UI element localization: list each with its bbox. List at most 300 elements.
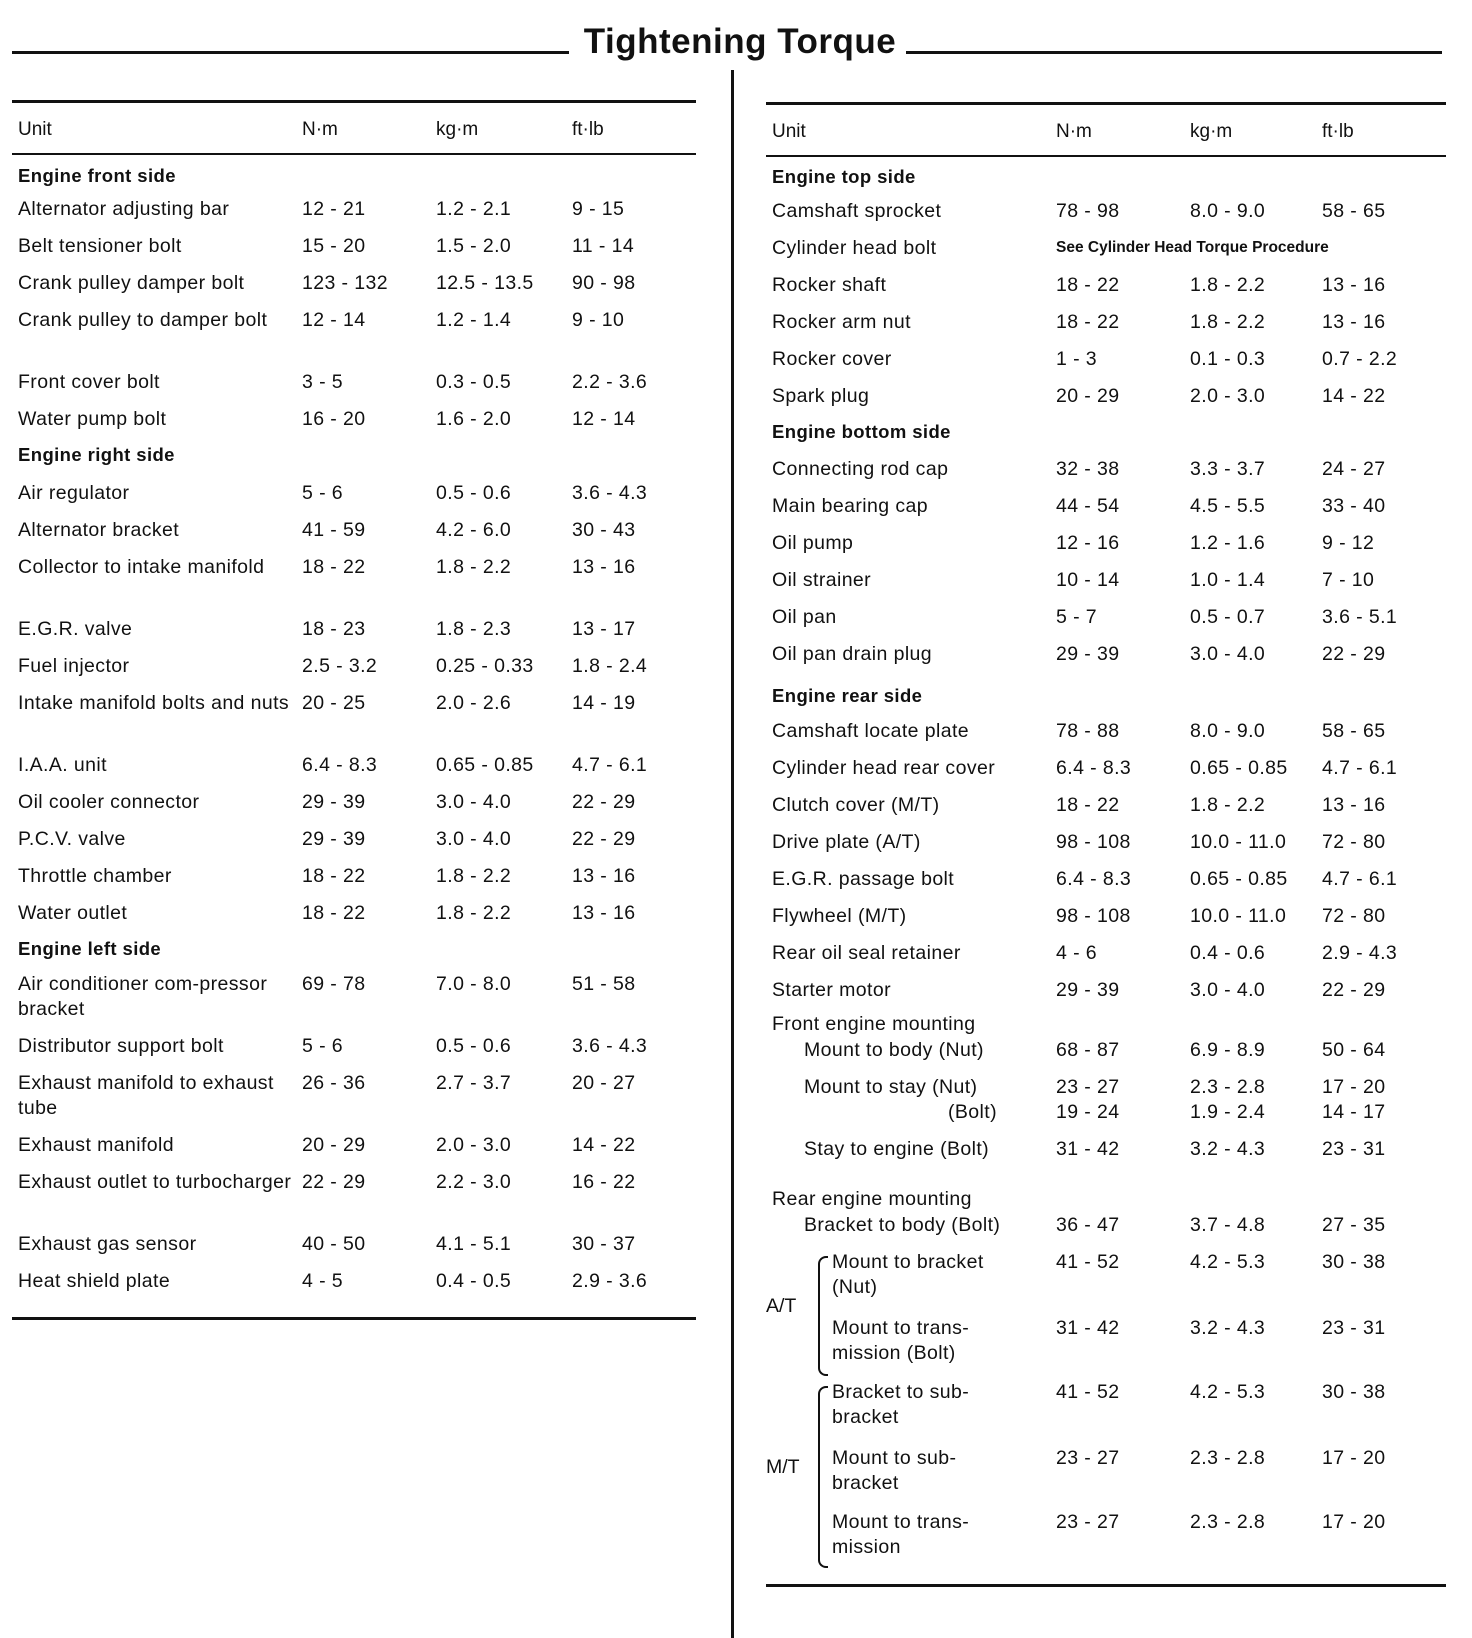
section-row	[12, 933, 696, 969]
section-label: Engine top side	[772, 166, 916, 187]
group-heading: Rear engine mounting	[772, 1188, 972, 1210]
header-unit: Unit	[772, 121, 806, 142]
kgm-cell: 0.1 - 0.3	[1190, 348, 1266, 370]
kgm-cell: 1.8 - 2.2	[436, 902, 512, 924]
left-table-body	[12, 155, 696, 1317]
table-row	[766, 194, 1446, 231]
nm-cell: 36 - 47	[1056, 1214, 1120, 1236]
nm-cell: 6.4 - 8.3	[302, 754, 378, 776]
table-row	[766, 527, 1446, 564]
table-row	[766, 453, 1446, 490]
kgm-cell: 4.2 - 5.3	[1190, 1251, 1266, 1273]
section-label: Engine rear side	[772, 685, 923, 706]
nm-cell: 23 - 27	[1056, 1076, 1120, 1098]
kgm-cell: 0.25 - 0.33	[436, 655, 534, 677]
ftlb-cell: 1.8 - 2.4	[572, 655, 648, 677]
ftlb-cell: 17 - 20	[1322, 1447, 1386, 1469]
ftlb-cell: 22 - 29	[572, 828, 636, 850]
table-row	[766, 564, 1446, 601]
right-table-body	[766, 157, 1446, 1584]
unit-cell: E.G.R. valve	[18, 618, 133, 640]
nm-cell: 12 - 16	[1056, 532, 1120, 554]
nm-cell: 26 - 36	[302, 1072, 366, 1094]
table-row	[766, 716, 1446, 753]
unit-cell: Exhaust outlet to turbocharger	[18, 1171, 292, 1193]
table-row	[766, 1250, 1446, 1316]
table-row	[766, 601, 1446, 638]
ftlb-cell: 17 - 20	[1322, 1511, 1386, 1533]
kgm-cell: 3.0 - 4.0	[1190, 643, 1266, 665]
table-row	[766, 753, 1446, 790]
kgm-cell: 1.8 - 2.3	[436, 618, 512, 640]
kgm-cell: 2.7 - 3.7	[436, 1072, 512, 1094]
section-row	[12, 439, 696, 476]
header-kgm: kg·m	[1190, 121, 1233, 142]
table-row	[766, 379, 1446, 416]
ftlb-cell: 11 - 14	[572, 235, 635, 257]
nm-cell: 98 - 108	[1056, 905, 1131, 927]
ftlb-cell: 17 - 20	[1322, 1076, 1386, 1098]
nm-cell: 6.4 - 8.3	[1056, 757, 1132, 779]
unit-cell: Stay to engine (Bolt)	[804, 1138, 990, 1160]
unit-cell: Bracket to sub-bracket	[832, 1381, 970, 1428]
section-label: Engine front side	[18, 165, 176, 186]
table-row	[766, 231, 1446, 268]
table-header	[766, 105, 1446, 157]
table-row	[12, 192, 696, 229]
ftlb-cell: 30 - 43	[572, 519, 636, 541]
nm-cell: 31 - 42	[1056, 1317, 1120, 1339]
unit-cell: Mount to trans-mission (Bolt)	[832, 1317, 970, 1364]
nm-cell: 68 - 87	[1056, 1039, 1120, 1061]
ftlb-cell: 33 - 40	[1322, 495, 1386, 517]
table-bottom-rule	[12, 1317, 696, 1320]
table-row	[12, 686, 696, 748]
table-row	[12, 785, 696, 822]
table-row	[12, 822, 696, 859]
nm-cell: 29 - 39	[302, 791, 366, 813]
nm-cell: 78 - 88	[1056, 720, 1120, 742]
ftlb-cell: 13 - 16	[1322, 311, 1386, 333]
nm-cell: 22 - 29	[302, 1171, 366, 1193]
kgm-cell: 3.2 - 4.3	[1190, 1317, 1266, 1339]
nm-cell: 18 - 22	[302, 556, 366, 578]
ftlb-cell: 14 - 19	[572, 692, 636, 714]
kgm-cell: 6.9 - 8.9	[1190, 1039, 1266, 1061]
section-row	[766, 157, 1446, 194]
kgm-cell: 1.8 - 2.2	[1190, 311, 1266, 333]
kgm-cell: 0.5 - 0.6	[436, 1035, 512, 1057]
unit-cell: Rocker arm nut	[772, 311, 911, 333]
unit-cell: Front cover bolt	[18, 371, 160, 393]
table-bottom-rule	[766, 1584, 1446, 1587]
kgm-cell: 8.0 - 9.0	[1190, 200, 1266, 222]
table-row	[766, 268, 1446, 305]
ftlb-cell: 14 - 22	[572, 1134, 636, 1156]
title-rule-left	[12, 51, 569, 54]
kgm-cell: 1.6 - 2.0	[436, 408, 512, 430]
table-row	[766, 1213, 1446, 1250]
kgm-cell: 0.65 - 0.85	[1190, 868, 1288, 890]
nm-cell: 44 - 54	[1056, 495, 1120, 517]
table-row	[12, 402, 696, 439]
ftlb-cell: 16 - 22	[572, 1171, 636, 1193]
unit-cell: Flywheel (M/T)	[772, 905, 907, 927]
table-bottom-space	[766, 1572, 1446, 1584]
unit-cell: Connecting rod cap	[772, 458, 949, 480]
left-torque-table	[12, 100, 696, 1320]
unit-cell: Cylinder head bolt	[772, 237, 937, 259]
unit-cell: Mount to bracket (Nut)	[832, 1251, 984, 1298]
ftlb-cell: 14 - 22	[1322, 385, 1386, 407]
table-row	[766, 342, 1446, 379]
unit-cell: Water pump bolt	[18, 408, 167, 430]
table-row	[766, 1510, 1446, 1572]
table-row	[12, 550, 696, 612]
table-row	[12, 649, 696, 686]
nm-cell: 29 - 39	[1056, 979, 1120, 1001]
kgm-cell: 3.0 - 4.0	[436, 828, 512, 850]
unit-cell: Mount to trans-mission	[832, 1511, 970, 1558]
nm-cell: 69 - 78	[302, 973, 366, 995]
kgm-cell: 7.0 - 8.0	[436, 973, 512, 995]
unit-cell: Distributor support bolt	[18, 1035, 224, 1057]
header-kgm: kg·m	[436, 119, 479, 140]
kgm-cell: 10.0 - 11.0	[1190, 905, 1287, 927]
section-row	[12, 155, 696, 192]
rear-mount-heading	[766, 1187, 1446, 1213]
ftlb-cell: 72 - 80	[1322, 905, 1386, 927]
ftlb-cell: 50 - 64	[1322, 1039, 1386, 1061]
ftlb-cell: 14 - 17	[1322, 1101, 1386, 1123]
kgm-cell: 1.2 - 2.1	[436, 198, 512, 220]
unit-cell: Main bearing cap	[772, 495, 928, 517]
unit-cell: Oil pump	[772, 532, 854, 554]
nm-cell: 3 - 5	[302, 371, 344, 393]
section-label: Engine bottom side	[772, 421, 951, 442]
ftlb-cell: 30 - 38	[1322, 1251, 1386, 1273]
unit-cell: Starter motor	[772, 979, 891, 1001]
table-row	[12, 612, 696, 649]
kgm-cell: 3.2 - 4.3	[1190, 1138, 1266, 1160]
unit-cell: Alternator bracket	[18, 519, 180, 541]
nm-cell: 4 - 6	[1056, 942, 1098, 964]
ftlb-cell: 22 - 29	[1322, 643, 1386, 665]
nm-cell: 41 - 52	[1056, 1381, 1120, 1403]
unit-cell: Bracket to body (Bolt)	[804, 1214, 1001, 1236]
table-row	[12, 1130, 696, 1167]
unit-cell: Clutch cover (M/T)	[772, 794, 940, 816]
kgm-cell: 3.7 - 4.8	[1190, 1214, 1266, 1236]
title-rule-right	[906, 51, 1442, 54]
at-group	[766, 1250, 1446, 1380]
kgm-cell: 1.8 - 2.2	[436, 865, 512, 887]
kgm-cell: 0.3 - 0.5	[436, 371, 512, 393]
nm-cell: 5 - 7	[1056, 606, 1098, 628]
kgm-cell: 1.9 - 2.4	[1190, 1101, 1266, 1123]
kgm-cell: 4.5 - 5.5	[1190, 495, 1266, 517]
ftlb-cell: 51 - 58	[572, 973, 636, 995]
kgm-cell: 12.5 - 13.5	[436, 272, 534, 294]
ftlb-cell: 72 - 80	[1322, 831, 1386, 853]
table-row	[12, 896, 696, 933]
unit-cell: Mount to stay (Nut)	[804, 1076, 978, 1098]
table-row	[766, 490, 1446, 527]
kgm-cell: 4.2 - 5.3	[1190, 1381, 1266, 1403]
ftlb-cell: 3.6 - 4.3	[572, 482, 648, 504]
nm-cell: 10 - 14	[1056, 569, 1120, 591]
nm-cell: 41 - 59	[302, 519, 366, 541]
unit-cell: Intake manifold bolts and nuts	[18, 692, 290, 714]
kgm-cell: 4.1 - 5.1	[436, 1233, 512, 1255]
ftlb-cell: 30 - 37	[572, 1233, 636, 1255]
nm-cell: 12 - 14	[302, 309, 366, 331]
unit-cell: Exhaust manifold to exhaust tube	[18, 1072, 274, 1119]
unit-cell: Air conditioner com-pressor bracket	[18, 973, 268, 1020]
table-row	[766, 1137, 1446, 1187]
unit-cell: Oil strainer	[772, 569, 872, 591]
nm-cell: 16 - 20	[302, 408, 366, 430]
unit-cell: Crank pulley damper bolt	[18, 272, 245, 294]
header-ftlb: ft·lb	[1322, 121, 1354, 142]
note-cell: See Cylinder Head Torque Procedure	[1056, 239, 1329, 256]
unit-cell: Rocker cover	[772, 348, 892, 370]
section-row	[766, 675, 1446, 716]
table-row	[12, 513, 696, 550]
unit-cell: Collector to intake manifold	[18, 556, 265, 578]
ftlb-cell: 58 - 65	[1322, 720, 1386, 742]
ftlb-cell: 13 - 16	[572, 556, 636, 578]
table-row	[766, 638, 1446, 675]
table-row	[12, 1167, 696, 1229]
kgm-cell: 0.4 - 0.6	[1190, 942, 1266, 964]
table-row	[766, 938, 1446, 975]
kgm-cell: 0.5 - 0.7	[1190, 606, 1266, 628]
table-row	[766, 827, 1446, 864]
header-ftlb: ft·lb	[572, 119, 604, 140]
nm-cell: 6.4 - 8.3	[1056, 868, 1132, 890]
ftlb-cell: 4.7 - 6.1	[1322, 868, 1398, 890]
section-row	[766, 416, 1446, 453]
table-row	[12, 303, 696, 365]
kgm-cell: 3.0 - 4.0	[1190, 979, 1266, 1001]
ftlb-cell: 3.6 - 4.3	[572, 1035, 648, 1057]
nm-cell: 18 - 22	[302, 865, 366, 887]
nm-cell: 20 - 29	[302, 1134, 366, 1156]
front-mount-heading	[766, 1012, 1446, 1038]
bolt-label: (Bolt)	[948, 1101, 997, 1123]
nm-cell: 2.5 - 3.2	[302, 655, 378, 677]
table-row	[766, 790, 1446, 827]
table-row	[12, 1229, 696, 1266]
ftlb-cell: 2.2 - 3.6	[572, 371, 648, 393]
table-row	[12, 1031, 696, 1068]
right-torque-table	[766, 102, 1446, 1587]
ftlb-cell: 22 - 29	[1322, 979, 1386, 1001]
unit-cell: Mount to sub-bracket	[832, 1447, 957, 1494]
group-heading: Front engine mounting	[772, 1013, 976, 1035]
ftlb-cell: 13 - 16	[572, 865, 636, 887]
nm-cell: 29 - 39	[1056, 643, 1120, 665]
unit-cell: Exhaust gas sensor	[18, 1233, 197, 1255]
ftlb-cell: 90 - 98	[572, 272, 636, 294]
table-header	[12, 103, 696, 155]
kgm-cell: 2.3 - 2.8	[1190, 1447, 1266, 1469]
ftlb-cell: 12 - 14	[572, 408, 636, 430]
nm-cell: 20 - 29	[1056, 385, 1120, 407]
unit-cell: Alternator adjusting bar	[18, 198, 230, 220]
unit-cell: Air regulator	[18, 482, 130, 504]
kgm-cell: 2.3 - 2.8	[1190, 1511, 1266, 1533]
nm-cell: 32 - 38	[1056, 458, 1120, 480]
ftlb-cell: 9 - 12	[1322, 532, 1375, 554]
kgm-cell: 2.3 - 2.8	[1190, 1076, 1266, 1098]
table-row	[12, 229, 696, 266]
unit-cell: Heat shield plate	[18, 1270, 171, 1292]
ftlb-cell: 30 - 38	[1322, 1381, 1386, 1403]
group-label: M/T	[766, 1456, 800, 1478]
unit-cell: Water outlet	[18, 902, 128, 924]
table-row	[766, 1446, 1446, 1510]
table-row	[766, 1038, 1446, 1075]
nm-cell: 29 - 39	[302, 828, 366, 850]
nm-cell: 18 - 22	[1056, 274, 1120, 296]
ftlb-cell: 23 - 31	[1322, 1317, 1386, 1339]
ftlb-cell: 13 - 16	[572, 902, 636, 924]
unit-cell: Camshaft locate plate	[772, 720, 970, 742]
nm-cell: 4 - 5	[302, 1270, 344, 1292]
table-row	[12, 1068, 696, 1130]
table-row	[766, 901, 1446, 938]
table-row	[12, 266, 696, 303]
ftlb-cell: 20 - 27	[572, 1072, 636, 1094]
header-unit: Unit	[18, 119, 52, 140]
ftlb-cell: 3.6 - 5.1	[1322, 606, 1398, 628]
unit-cell: Camshaft sprocket	[772, 200, 942, 222]
unit-cell: I.A.A. unit	[18, 754, 107, 776]
nm-cell: 41 - 52	[1056, 1251, 1120, 1273]
table-row	[766, 1380, 1446, 1446]
ftlb-cell: 13 - 16	[1322, 274, 1386, 296]
ftlb-cell: 58 - 65	[1322, 200, 1386, 222]
nm-cell: 98 - 108	[1056, 831, 1131, 853]
group-label: A/T	[766, 1295, 797, 1317]
unit-cell: Drive plate (A/T)	[772, 831, 921, 853]
header-nm: N·m	[1056, 121, 1092, 142]
ftlb-cell: 7 - 10	[1322, 569, 1375, 591]
nm-cell: 78 - 98	[1056, 200, 1120, 222]
table-bottom-space	[12, 1303, 696, 1317]
ftlb-cell: 13 - 16	[1322, 794, 1386, 816]
page-title: Tightening Torque	[583, 22, 897, 61]
nm-cell: 23 - 27	[1056, 1511, 1120, 1533]
kgm-cell: 1.5 - 2.0	[436, 235, 512, 257]
column-divider	[731, 70, 734, 1638]
kgm-cell: 1.8 - 2.2	[436, 556, 512, 578]
kgm-cell: 1.8 - 2.2	[1190, 794, 1266, 816]
kgm-cell: 1.2 - 1.6	[1190, 532, 1266, 554]
ftlb-cell: 24 - 27	[1322, 458, 1386, 480]
nm-cell: 12 - 21	[302, 198, 366, 220]
unit-cell: Oil pan drain plug	[772, 643, 933, 665]
table-row	[12, 365, 696, 402]
ftlb-cell: 0.7 - 2.2	[1322, 348, 1398, 370]
nm-cell: 20 - 25	[302, 692, 366, 714]
unit-cell: Oil pan	[772, 606, 837, 628]
unit-cell: Oil cooler connector	[18, 791, 200, 813]
unit-cell: Rear oil seal retainer	[772, 942, 961, 964]
title-row	[12, 20, 1442, 70]
ftlb-cell: 13 - 17	[572, 618, 636, 640]
kgm-cell: 0.65 - 0.85	[1190, 757, 1288, 779]
kgm-cell: 3.3 - 3.7	[1190, 458, 1266, 480]
nm-cell: 18 - 22	[302, 902, 366, 924]
kgm-cell: 10.0 - 11.0	[1190, 831, 1287, 853]
nm-cell: 23 - 27	[1056, 1447, 1120, 1469]
ftlb-cell: 9 - 15	[572, 198, 625, 220]
section-label: Engine right side	[18, 444, 175, 465]
table-row	[766, 864, 1446, 901]
table-row	[12, 748, 696, 785]
nm-cell: 31 - 42	[1056, 1138, 1120, 1160]
kgm-cell: 2.2 - 3.0	[436, 1171, 512, 1193]
kgm-cell: 0.4 - 0.5	[436, 1270, 512, 1292]
unit-cell: Exhaust manifold	[18, 1134, 174, 1156]
table-row	[12, 969, 696, 1031]
kgm-cell: 4.2 - 6.0	[436, 519, 512, 541]
ftlb-cell: 27 - 35	[1322, 1214, 1386, 1236]
nm-cell: 1 - 3	[1056, 348, 1098, 370]
table-row	[12, 1266, 696, 1303]
ftlb-cell: 22 - 29	[572, 791, 636, 813]
unit-cell: Cylinder head rear cover	[772, 757, 996, 779]
table-row	[12, 859, 696, 896]
unit-cell: P.C.V. valve	[18, 828, 126, 850]
kgm-cell: 2.0 - 3.0	[436, 1134, 512, 1156]
ftlb-cell: 9 - 10	[572, 309, 625, 331]
section-label: Engine left side	[18, 938, 162, 959]
table-row	[766, 1075, 1446, 1137]
nm-cell: 5 - 6	[302, 482, 344, 504]
kgm-cell: 0.65 - 0.85	[436, 754, 534, 776]
ftlb-cell: 4.7 - 6.1	[572, 754, 648, 776]
kgm-cell: 1.8 - 2.2	[1190, 274, 1266, 296]
unit-cell: Fuel injector	[18, 655, 130, 677]
kgm-cell: 1.2 - 1.4	[436, 309, 512, 331]
kgm-cell: 2.0 - 2.6	[436, 692, 512, 714]
nm-cell: 123 - 132	[302, 272, 388, 294]
ftlb-cell: 23 - 31	[1322, 1138, 1386, 1160]
unit-cell: Belt tensioner bolt	[18, 235, 182, 257]
kgm-cell: 0.5 - 0.6	[436, 482, 512, 504]
unit-cell: Rocker shaft	[772, 274, 887, 296]
nm-cell: 18 - 22	[1056, 311, 1120, 333]
unit-cell: Spark plug	[772, 385, 870, 407]
nm-cell: 40 - 50	[302, 1233, 366, 1255]
kgm-cell: 8.0 - 9.0	[1190, 720, 1266, 742]
ftlb-cell: 4.7 - 6.1	[1322, 757, 1398, 779]
ftlb-cell: 2.9 - 4.3	[1322, 942, 1398, 964]
ftlb-cell: 2.9 - 3.6	[572, 1270, 648, 1292]
nm-cell: 18 - 22	[1056, 794, 1120, 816]
unit-cell: E.G.R. passage bolt	[772, 868, 955, 890]
table-row	[766, 1316, 1446, 1380]
nm-cell: 18 - 23	[302, 618, 366, 640]
table-row	[766, 975, 1446, 1012]
kgm-cell: 3.0 - 4.0	[436, 791, 512, 813]
table-row	[12, 476, 696, 513]
unit-cell: Throttle chamber	[18, 865, 172, 887]
